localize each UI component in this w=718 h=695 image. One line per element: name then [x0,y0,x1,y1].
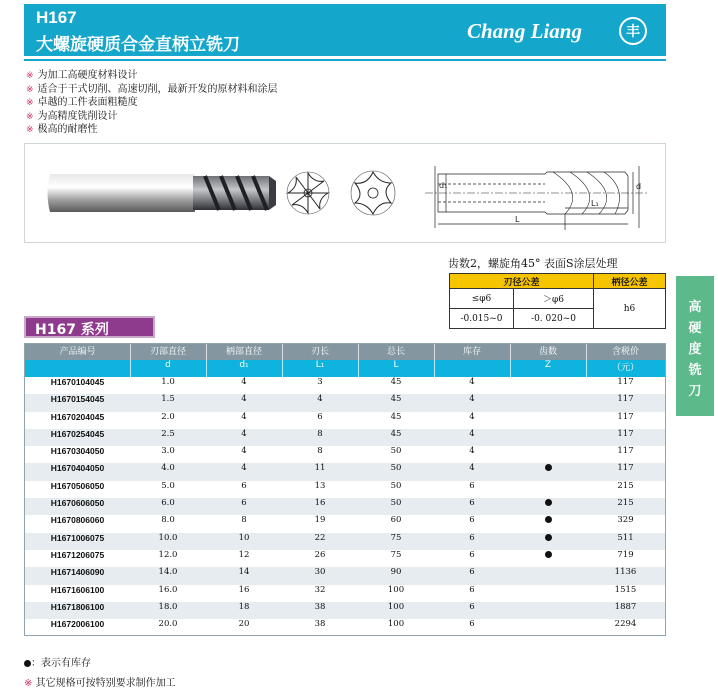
table-row [25,481,665,498]
cell-shank-diameter: 6 [241,480,247,491]
table-row [25,533,665,550]
unit-l: L [393,360,399,370]
cell-flutes [510,463,586,480]
cell-price: 117 [617,446,634,457]
column-divider [282,344,283,377]
cell-product-code: H1670104045 [50,377,105,387]
cell-flutes [510,481,586,498]
unit-z: Z [544,360,552,370]
cell-edge-length: 38 [314,619,326,630]
cell-stock: 4 [469,463,475,474]
cell-overall-length: 60 [390,515,402,526]
header-stock: 库存 [462,347,481,357]
feature-item: ※ 为高精度铣削设计 [26,110,118,122]
table-row [25,394,665,411]
cell-flutes [510,602,586,619]
cell-stock: 6 [469,549,475,560]
tool-photo [48,174,277,212]
cell-edge-diameter: 8.0 [161,515,175,526]
cell-edge-diameter: 20.0 [158,619,178,630]
cell-edge-length: 3 [317,377,323,387]
end-view-6-flute [351,171,395,215]
cell-product-code: H1670304050 [50,446,105,457]
dimension-label-l: L [515,215,520,224]
shank-tolerance-header: 柄径公差 [594,274,666,289]
cell-edge-diameter: 6.0 [161,498,175,509]
feature-item: ※ 卓越的工件表面粗糙度 [26,97,138,108]
cell-shank-diameter: 4 [241,428,247,439]
unit-l1: L₁ [315,360,325,370]
cell-flutes [510,377,586,394]
cell-product-code: H1671606100 [50,584,105,595]
cell-overall-length: 45 [390,428,402,439]
header-shank-diameter: 柄部直径 [225,347,262,357]
logo-glyph: 丰 [626,24,640,40]
table-row [25,619,665,636]
cell-overall-length: 100 [387,619,405,630]
header-product-code: 产品编号 [59,347,96,357]
cell-shank-diameter: 12 [238,549,250,560]
series-label: H167 系列 [24,316,155,338]
table-unit-row [25,360,665,377]
cell-price: 215 [617,480,634,491]
dimension-label-d1: d₁ [439,181,448,190]
cell-shank-diameter: 16 [238,584,250,595]
cell-edge-length: 6 [317,411,323,422]
cell-product-code: H1670606050 [50,498,105,509]
spec-note: 齿数2，螺旋角45° 表面S涂层处理 [448,257,618,270]
cell-overall-length: 50 [390,446,402,457]
cell-edge-diameter: 1.5 [161,394,175,405]
header-price: 含税价 [611,347,639,357]
table-body [25,377,665,636]
cell-overall-length: 75 [390,532,402,543]
cell-overall-length: 45 [390,377,402,387]
feature-item: ※ 为加工高硬度材料设计 [26,70,138,81]
cell-price: 329 [617,515,634,526]
cell-overall-length: 100 [387,584,405,595]
shank-tolerance-value: h6 [594,289,666,329]
cell-flutes [510,394,586,411]
header-overall-length: 总长 [386,347,405,357]
cell-edge-diameter: 14.0 [158,567,178,578]
cell-edge-length: 26 [314,549,326,560]
unit-d1: d₁ [239,360,249,370]
cell-flutes [510,533,586,550]
cell-shank-diameter: 6 [241,498,247,509]
cell-overall-length: 45 [390,394,402,405]
cell-price: 1515 [614,584,637,595]
cell-product-code: H1670154045 [50,394,105,405]
tolerance-value-small: -0.015~0 [450,309,514,329]
cell-stock: 6 [469,480,475,491]
cell-flutes [510,550,586,567]
table-row [25,585,665,602]
cell-price: 117 [617,428,634,439]
tolerance-range-small: ≤φ6 [450,289,514,309]
cell-price: 117 [617,394,634,405]
end-view-4-flute [287,172,329,214]
product-code-title: H167 [36,8,77,27]
stock-dot-icon [545,499,552,506]
cell-overall-length: 100 [387,601,405,612]
column-divider [434,344,435,377]
category-side-tab [676,276,714,416]
side-tab-char: 度 [688,342,702,357]
cell-edge-diameter: 1.0 [161,377,175,387]
cell-edge-diameter: 5.0 [161,480,175,491]
cell-edge-length: 8 [317,446,323,457]
cell-edge-diameter: 3.0 [161,446,175,457]
table-row [25,567,665,584]
cell-edge-diameter: 12.0 [158,549,178,560]
cell-product-code: H1670404050 [50,463,105,474]
header-edge-diameter: 刃部直径 [149,347,186,357]
dimension-label-l1: L₁ [591,199,599,208]
cell-price: 1136 [614,567,637,578]
cell-stock: 4 [469,377,475,387]
cell-shank-diameter: 4 [241,394,247,405]
cell-flutes [510,585,586,602]
cell-stock: 6 [469,515,475,526]
cell-product-code: H1671406090 [50,567,105,578]
side-tab-char: 高 [688,300,702,315]
table-row [25,429,665,446]
product-illustration-box [24,143,666,243]
cell-stock: 6 [469,584,475,595]
edge-tolerance-header: 刃径公差 [450,274,594,289]
cell-shank-diameter: 4 [241,463,247,474]
cell-price: 511 [617,532,634,543]
stock-legend: ：表示有库存 [24,654,91,669]
table-header-row [25,344,665,360]
cell-shank-diameter: 10 [238,532,250,543]
header-banner [24,4,666,56]
cell-flutes [510,567,586,584]
cell-product-code: H1671006075 [50,532,105,543]
cell-overall-length: 45 [390,411,402,422]
dimension-label-d: d [636,182,642,191]
side-tab-char: 硬 [688,321,702,336]
cell-product-code: H1670506050 [50,480,105,491]
cell-product-code: H1670806060 [50,515,105,526]
table-row [25,446,665,463]
cell-price: 1887 [614,601,637,612]
cell-edge-length: 22 [314,532,326,543]
feature-list [26,69,278,137]
cell-price: 117 [617,411,634,422]
column-divider [586,344,587,377]
feature-item: ※ 极高的耐磨性 [26,124,98,135]
cell-shank-diameter: 14 [238,567,250,578]
cell-flutes [510,412,586,429]
cell-edge-length: 8 [317,428,323,439]
cell-stock: 6 [469,532,475,543]
cell-stock: 4 [469,428,475,439]
cell-shank-diameter: 4 [241,377,247,387]
cell-edge-length: 11 [314,463,326,474]
cell-edge-length: 32 [314,584,326,595]
tolerance-value-large: -0. 020~0 [514,309,594,329]
cell-shank-diameter: 8 [241,515,247,526]
cell-flutes [510,619,586,636]
cell-shank-diameter: 18 [238,601,250,612]
tolerance-table [449,273,666,329]
product-name-title: 大螺旋硬质合金直柄立铣刀 [36,35,240,55]
cell-overall-length: 50 [390,463,402,474]
cell-overall-length: 50 [390,498,402,509]
cell-edge-diameter: 18.0 [158,601,178,612]
cell-stock: 4 [469,411,475,422]
table-row [25,550,665,567]
cell-edge-length: 38 [314,601,326,612]
table-row [25,602,665,619]
cell-edge-diameter: 2.5 [161,428,175,439]
cell-stock: 4 [469,394,475,405]
column-divider [510,344,511,377]
cell-shank-diameter: 4 [241,446,247,457]
cell-product-code: H1671206075 [50,549,105,560]
cell-edge-length: 30 [314,567,326,578]
cell-edge-diameter: 2.0 [161,411,175,422]
table-row [25,377,665,394]
custom-order-note: ※ 其它规格可按特别要求制作加工 [24,678,176,689]
cell-price: 719 [617,549,634,560]
tolerance-range-large: ＞φ6 [514,289,594,309]
cell-edge-diameter: 10.0 [158,532,178,543]
stock-dot-icon [24,660,31,667]
cell-shank-diameter: 20 [238,619,250,630]
stock-dot-icon [545,534,552,541]
cell-edge-length: 13 [314,480,326,491]
cell-product-code: H1670254045 [50,428,105,439]
cell-flutes [510,429,586,446]
cell-product-code: H1670204045 [50,411,105,422]
cell-edge-length: 16 [314,498,326,509]
cell-overall-length: 90 [390,567,402,578]
brand-logo-icon [618,16,648,46]
feature-item: ※ 适合于干式切削、高速切削，最新开发的原材料和涂层 [26,83,278,95]
cell-stock: 6 [469,567,475,578]
cell-edge-length: 19 [314,515,326,526]
cell-stock: 6 [469,601,475,612]
stock-dot-icon [545,516,552,523]
table-row [25,498,665,515]
cell-stock: 6 [469,619,475,630]
cell-product-code: H1671806100 [50,601,105,612]
cell-flutes [510,446,586,463]
cell-edge-diameter: 4.0 [161,463,175,474]
column-divider [206,344,207,377]
cell-edge-diameter: 16.0 [158,584,178,595]
side-tab-char: 铣 [688,363,702,378]
column-divider [358,344,359,377]
cell-overall-length: 50 [390,480,402,491]
side-tab-char: 刀 [688,384,702,399]
header-flutes: 齿数 [538,347,557,357]
brand-name: Chang Liang [467,19,582,43]
cell-shank-diameter: 4 [241,411,247,422]
technical-drawing [425,166,647,230]
cell-flutes [510,515,586,532]
cell-edge-length: 4 [317,394,323,405]
unit-d: d [165,360,171,370]
cell-price: 117 [617,463,634,474]
header-edge-length: 刃长 [310,347,329,357]
product-table [24,343,666,636]
cell-price: 2294 [614,619,637,630]
cell-overall-length: 75 [390,549,402,560]
table-row [25,515,665,532]
table-row [25,412,665,429]
cell-price: 215 [617,498,634,509]
stock-dot-icon [545,551,552,558]
column-divider [130,344,131,377]
cell-product-code: H1672006100 [50,619,105,630]
cell-stock: 4 [469,446,475,457]
cell-price: 117 [617,377,634,387]
table-row [25,463,665,480]
cell-stock: 6 [469,498,475,509]
end-mill-illustration [25,144,667,244]
cell-flutes [510,498,586,515]
unit-price: （元） [611,363,639,373]
header-divider [24,59,666,61]
stock-dot-icon [545,464,552,471]
